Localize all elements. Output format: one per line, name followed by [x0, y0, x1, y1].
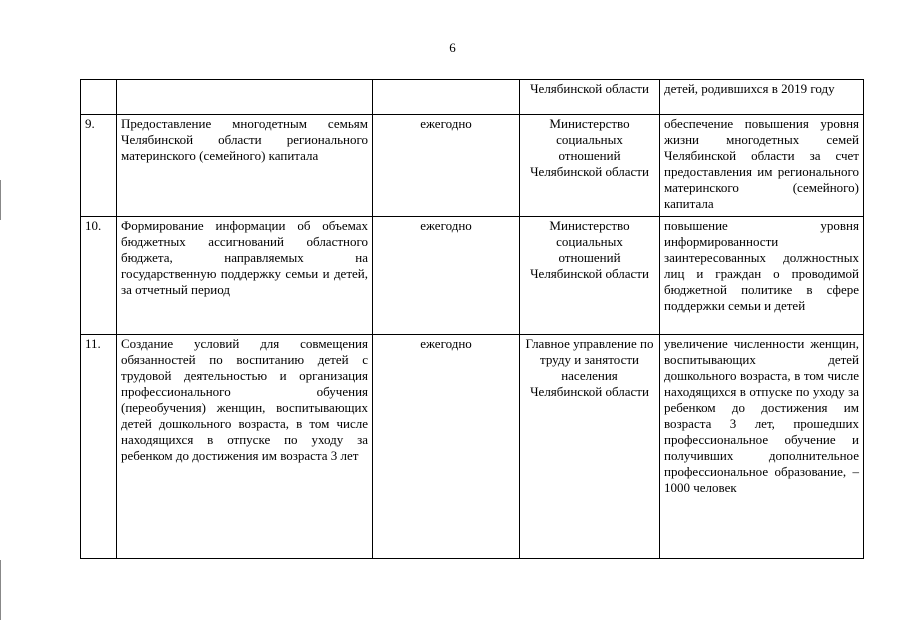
row-number [81, 80, 117, 115]
measure-result: увеличение численности женщин, воспитывающих детей дошкольного возраста, в том числе находящихся в отпуске по уходу за ребенком до достижения им возраста 3 лет, прошедших профессиональное обучение и получивших дополнительное профессиональное образование, – 1000 человек [660, 335, 864, 559]
measure-term [373, 80, 520, 115]
measure-executor: Главное управление по труду и занятости населения Челябинской области [520, 335, 660, 559]
measure-executor: Министерство социальных отношений Челябинской области [520, 115, 660, 217]
measures-table [80, 79, 864, 559]
scan-edge-mark [0, 180, 1, 220]
row-number: 9. [81, 115, 117, 217]
measure-result: обеспечение повышения уровня жизни многодетных семей Челябинской области за счет предоставления им регионального материнского (семейного) капитала [660, 115, 864, 217]
measure-executor: Министерство социальных отношений Челябинской области [520, 217, 660, 335]
page-number: 6 [449, 40, 456, 55]
measure-term: ежегодно [373, 335, 520, 559]
row-number: 11. [81, 335, 117, 559]
table-row [81, 80, 864, 115]
measure-result: детей, родившихся в 2019 году [660, 80, 864, 115]
measure-term: ежегодно [373, 217, 520, 335]
measure-name: Предоставление многодетным семьям Челябинской области регионального материнского (семейного) капитала [117, 115, 373, 217]
measure-result: повышение уровня информированности заинтересованных должностных лиц и граждан о проводимой бюджетной политике в сфере поддержки семьи и детей [660, 217, 864, 335]
measure-name: Создание условий для совмещения обязанностей по воспитанию детей с трудовой деятельностью и организация профессионального обучения (переобучения) женщин, воспитывающих детей дошкольного возраста, в том числе находящихся в отпуске по уходу за ребенком до достижения им возраста 3 лет [117, 335, 373, 559]
row-number: 10. [81, 217, 117, 335]
measure-name: Формирование информации об объемах бюджетных ассигнований областного бюджета, направляемых на государственную поддержку семьи и детей, за отчетный период [117, 217, 373, 335]
measure-name [117, 80, 373, 115]
table-row [81, 115, 864, 217]
table-row [81, 335, 864, 559]
measure-term: ежегодно [373, 115, 520, 217]
table-row [81, 217, 864, 335]
measure-executor: Челябинской области [520, 80, 660, 115]
scan-edge-mark [0, 560, 1, 620]
